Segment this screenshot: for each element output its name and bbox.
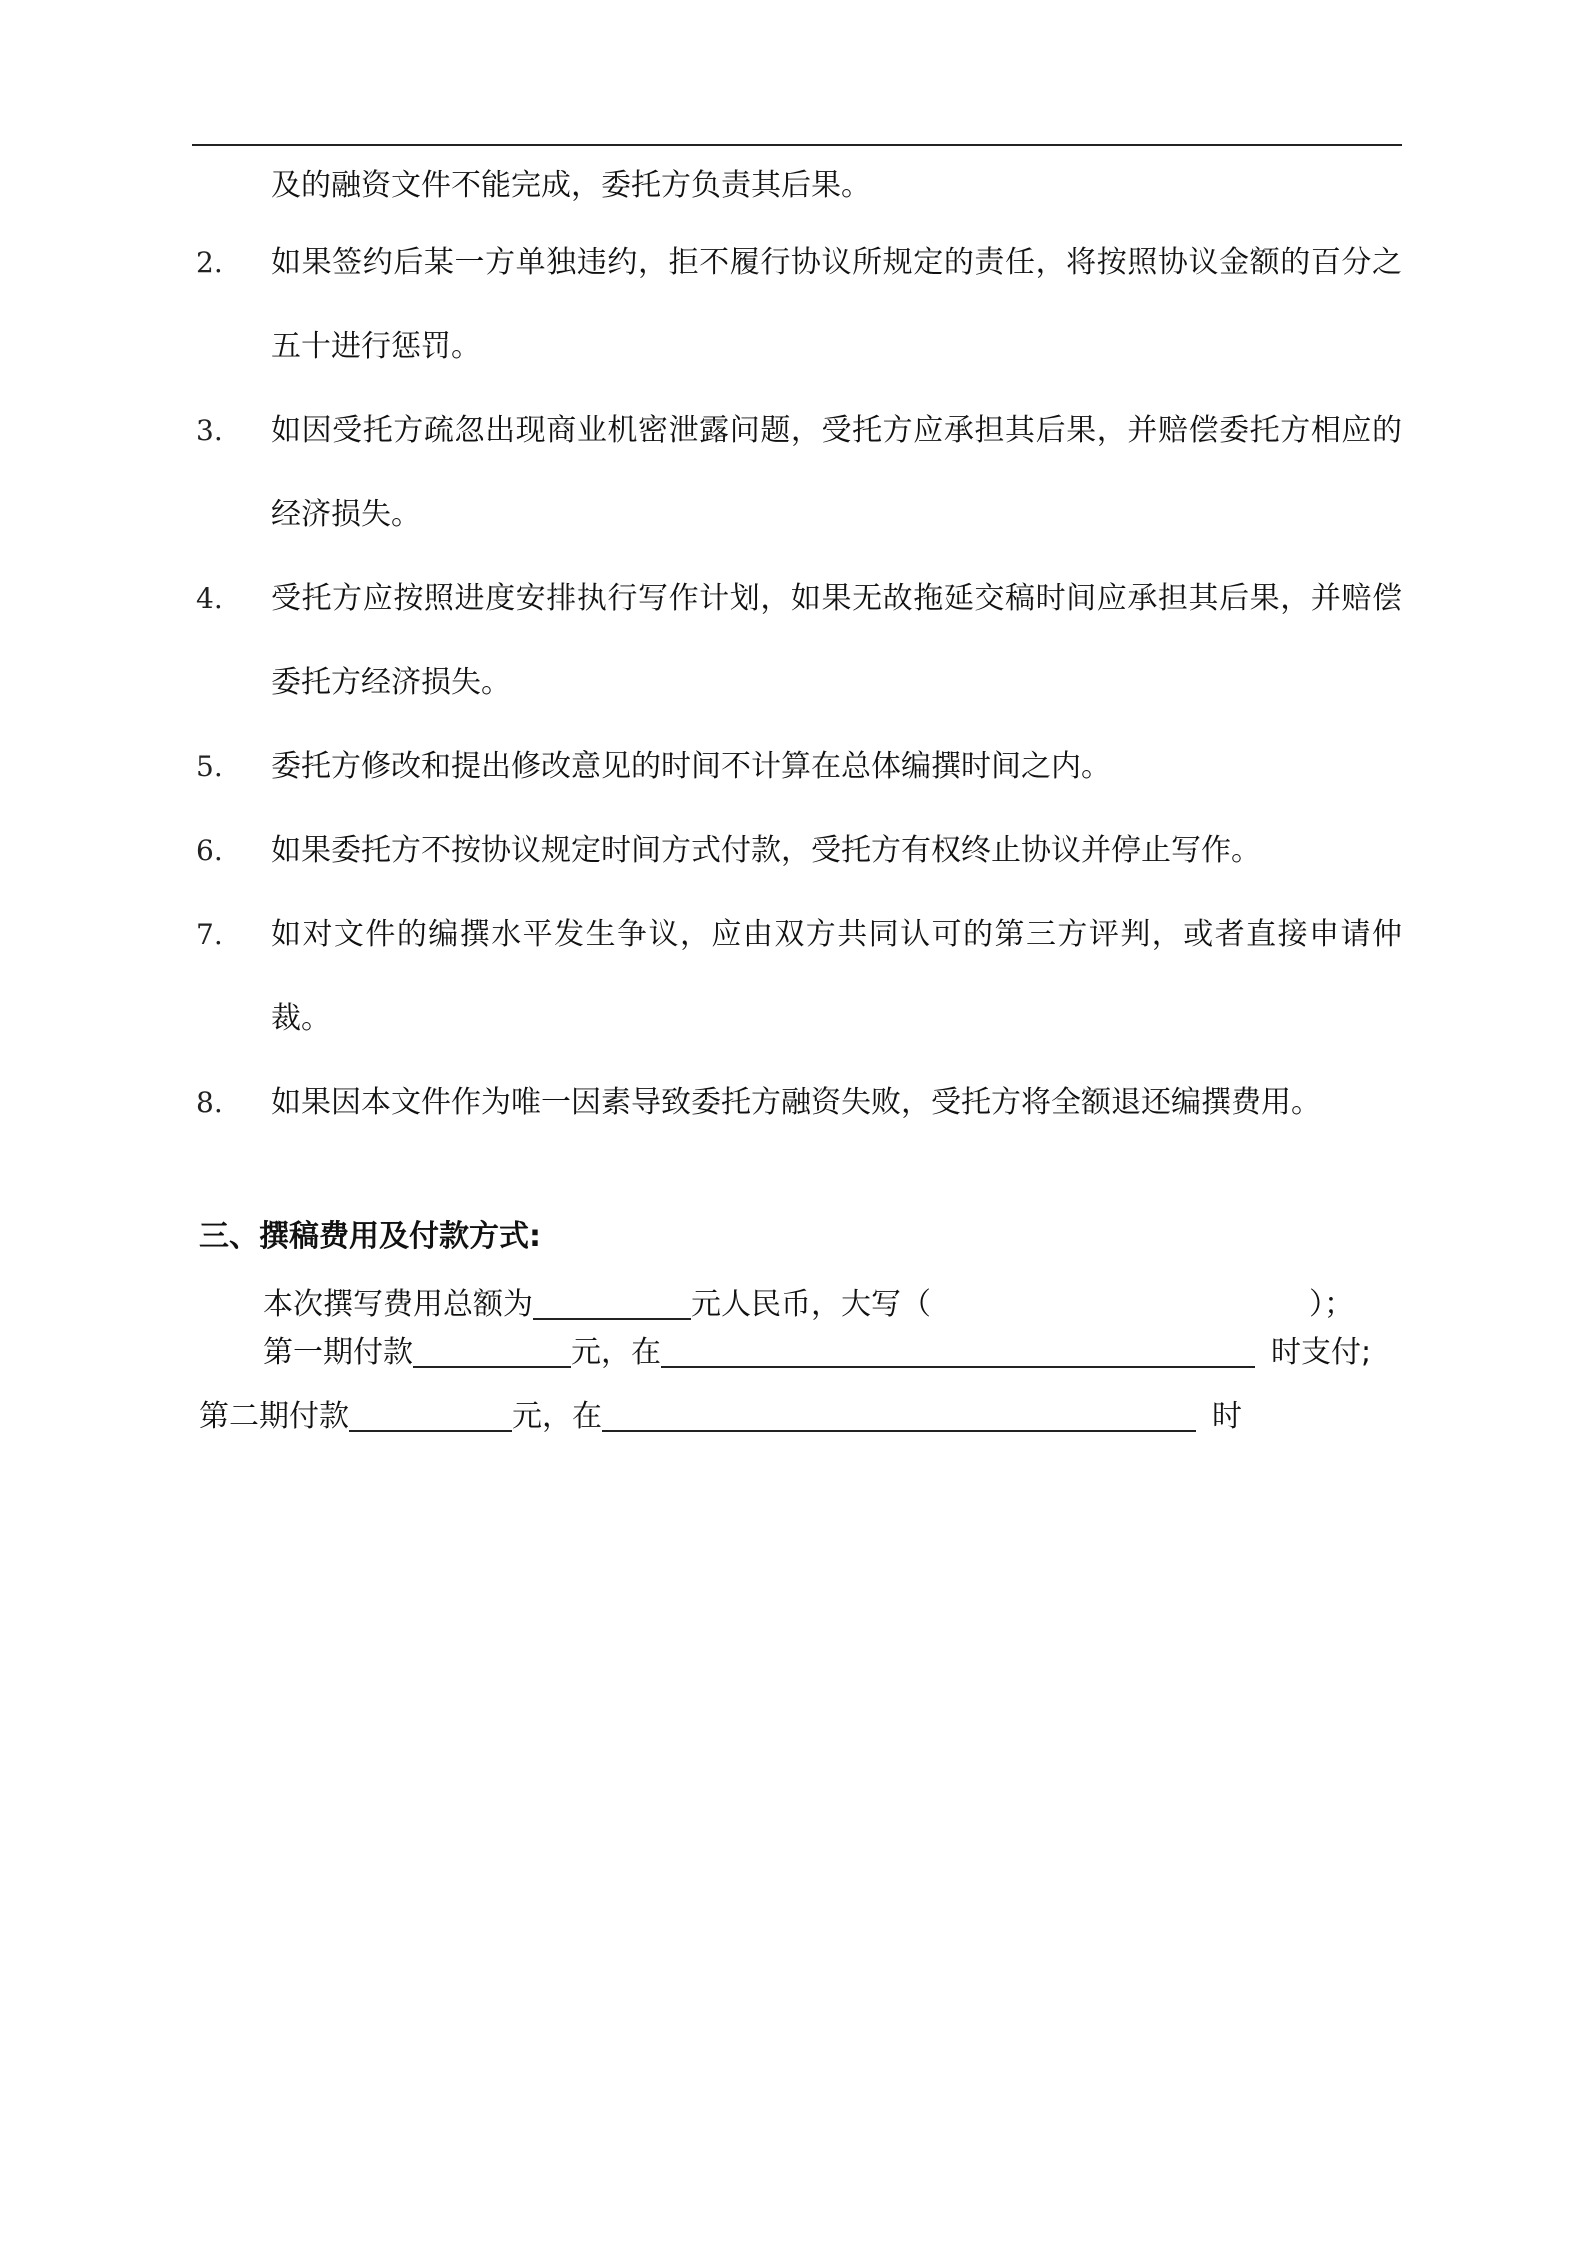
list-item-2 — [192, 221, 1402, 389]
item-text: 委托方修改和提出修改意见的时间不计算在总体编撰时间之内。 — [271, 749, 1111, 784]
payment-2-line — [199, 1395, 1242, 1439]
list-item-7 — [192, 893, 1402, 1061]
fee-total-prefix: 本次撰写费用总额为 — [263, 1287, 533, 1322]
payment-2-prefix: 第二期付款 — [199, 1399, 349, 1434]
payment-1-prefix: 第一期付款 — [263, 1335, 413, 1370]
list-item-8 — [192, 1061, 1402, 1145]
item-text: 如果委托方不按协议规定时间方式付款，受托方有权终止协议并停止写作。 — [271, 833, 1261, 868]
fee-total-end: ）； — [1309, 1287, 1354, 1322]
item-number: 5. — [196, 750, 223, 783]
list-item-3 — [192, 389, 1402, 557]
payment-1-line — [263, 1331, 1371, 1375]
list-item-6 — [192, 809, 1402, 893]
item-number: 2. — [196, 246, 223, 279]
item-number: 8. — [196, 1086, 223, 1119]
item-text: 如对文件的编撰水平发生争议，应由双方共同认可的第三方评判，或者直接申请仲裁。 — [271, 917, 1402, 1036]
payment-2-time-blank[interactable] — [602, 1396, 1196, 1432]
header-rule — [192, 144, 1402, 146]
fee-total-amount-blank[interactable] — [533, 1284, 691, 1320]
list-item-4 — [192, 557, 1402, 725]
payment-1-time-blank[interactable] — [661, 1332, 1255, 1368]
item-text: 如因受托方疏忽出现商业机密泄露问题，受托方应承担其后果，并赔偿委托方相应的经济损失。 — [271, 413, 1402, 532]
payment-2-amount-blank[interactable] — [349, 1396, 512, 1432]
item-number: 7. — [196, 918, 223, 951]
item-number: 3. — [196, 414, 223, 447]
continuation-line: 及的融资文件不能完成，委托方负责其后果。 — [271, 168, 871, 203]
payment-1-mid: 元，在 — [571, 1335, 661, 1370]
item-text: 受托方应按照进度安排执行写作计划，如果无故拖延交稿时间应承担其后果，并赔偿委托方经济损失。 — [271, 581, 1402, 700]
item-text: 如果签约后某一方单独违约，拒不履行协议所规定的责任，将按照协议金额的百分之五十进行惩罚。 — [271, 245, 1402, 364]
payment-2-mid: 元，在 — [512, 1399, 602, 1434]
section-heading: 三、撰稿费用及付款方式: — [199, 1219, 541, 1254]
payment-2-end: 时 — [1212, 1399, 1242, 1434]
payment-1-end: 时支付; — [1271, 1335, 1372, 1370]
fee-total-mid: 元人民币，大写（ — [691, 1287, 931, 1322]
item-number: 6. — [196, 834, 223, 867]
list-item-5 — [192, 725, 1402, 809]
item-text: 如果因本文件作为唯一因素导致委托方融资失败，受托方将全额退还编撰费用。 — [271, 1085, 1321, 1120]
payment-1-amount-blank[interactable] — [413, 1332, 571, 1368]
fee-total-line — [263, 1283, 1354, 1327]
item-number: 4. — [196, 582, 223, 615]
